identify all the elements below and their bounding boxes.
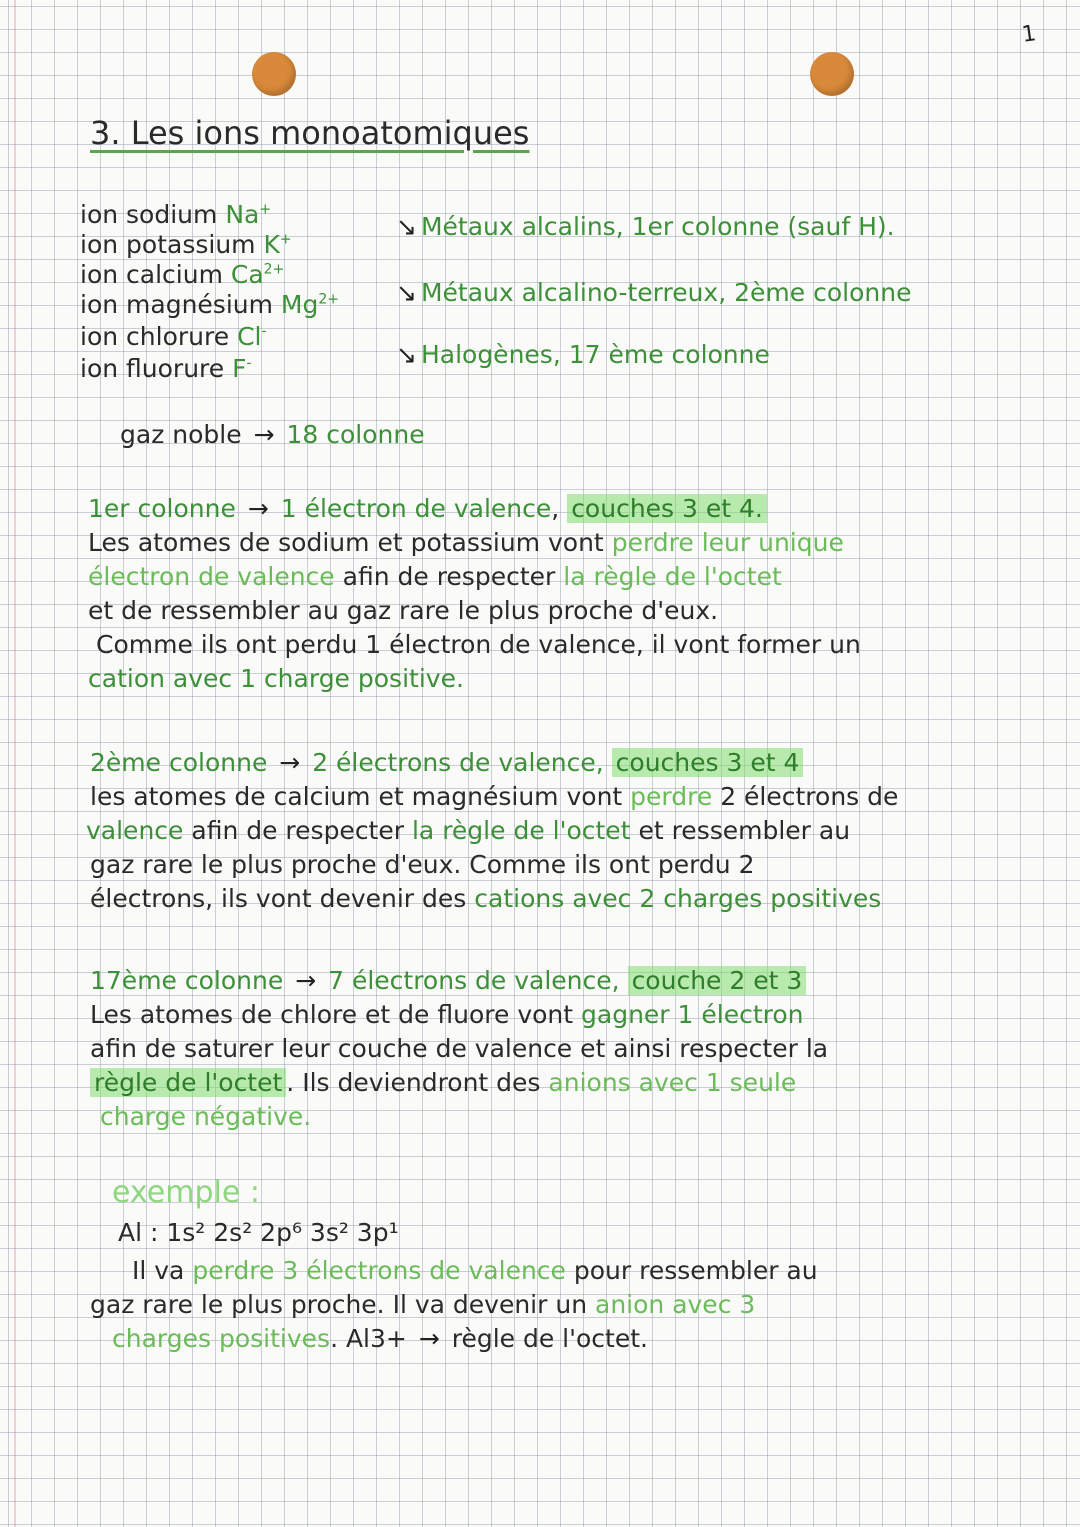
arrow-icon: → bbox=[253, 420, 275, 449]
page-number: 1 bbox=[1020, 21, 1038, 48]
arrow-icon: → bbox=[418, 1324, 440, 1353]
punch-hole-right bbox=[810, 52, 854, 96]
para2-line: valence afin de respecter la règle de l'octet et ressembler au bbox=[86, 816, 851, 845]
para1-line: et de ressembler au gaz rare le plus proche d'eux. bbox=[88, 596, 719, 625]
ion-charge: 2+ bbox=[263, 261, 285, 278]
example-line: charges positives. Al3+ → règle de l'octet. bbox=[112, 1324, 648, 1353]
arrow-icon: ↘ bbox=[396, 340, 417, 369]
para2-line: électrons, ils vont devenir des cations avec 2 charges positives bbox=[90, 884, 882, 913]
para3-lead: 17ème colonne → 7 électrons de valence, couche 2 et 3 bbox=[90, 966, 806, 996]
ion-label: ion magnésium bbox=[80, 290, 273, 319]
ion-row-fluorure bbox=[80, 354, 252, 384]
para3-line: Les atomes de chlore et de fluore vont gagner 1 électron bbox=[90, 1000, 804, 1029]
group-alkaline-earth: ↘ Métaux alcalino-terreux, 2ème colonne bbox=[396, 278, 912, 307]
para1-line: cation avec 1 charge positive. bbox=[88, 664, 464, 693]
ion-label: ion calcium bbox=[80, 260, 223, 289]
ion-row-chlorure bbox=[80, 322, 267, 352]
para2-line: gaz rare le plus proche d'eux. Comme ils ont perdu 2 bbox=[90, 850, 755, 879]
ion-symbol: F bbox=[232, 354, 247, 383]
example-line: gaz rare le plus proche. Il va devenir un anion avec 3 bbox=[90, 1290, 756, 1319]
para3-line: règle de l'octet . Ils deviendront des anions avec 1 seule bbox=[90, 1068, 796, 1098]
para1-line: électron de valence afin de respecter la règle de l'octet bbox=[88, 562, 782, 591]
para3-line: charge négative. bbox=[100, 1102, 312, 1131]
para2-lead: 2ème colonne → 2 électrons de valence, couches 3 et 4 bbox=[90, 748, 803, 778]
ion-label: ion fluorure bbox=[80, 354, 225, 383]
para1-line: Les atomes de sodium et potassium vont perdre leur unique bbox=[88, 528, 844, 557]
example-heading: exemple : bbox=[112, 1175, 260, 1210]
ion-label: ion potassium bbox=[80, 230, 256, 259]
noble-gas-row bbox=[120, 420, 425, 450]
ion-row-potassium bbox=[80, 230, 292, 260]
electron-configuration: Al : 1s² 2s² 2p⁶ 3s² 3p¹ bbox=[118, 1218, 399, 1247]
group-halogens: ↘ Halogènes, 17 ème colonne bbox=[396, 340, 770, 369]
ion-symbol: K bbox=[263, 230, 280, 259]
ion-row-sodium bbox=[80, 200, 271, 230]
punch-hole-left bbox=[252, 52, 296, 96]
ion-label: ion chlorure bbox=[80, 322, 230, 351]
page-margin bbox=[14, 0, 16, 1527]
ion-charge: - bbox=[246, 355, 252, 372]
para1-line: Comme ils ont perdu 1 électron de valence, il vont former un bbox=[96, 630, 861, 659]
ion-row-calcium bbox=[80, 260, 284, 290]
noble-gas-column: 18 colonne bbox=[286, 420, 425, 449]
ion-symbol: Na bbox=[225, 200, 260, 229]
arrow-icon: → bbox=[295, 966, 317, 995]
ion-row-magnesium bbox=[80, 290, 339, 320]
ion-symbol: Mg bbox=[280, 290, 319, 319]
group-alkali: ↘ Métaux alcalins, 1er colonne (sauf H). bbox=[396, 212, 895, 241]
para2-line: les atomes de calcium et magnésium vont perdre 2 électrons de bbox=[90, 782, 899, 811]
noble-gas-label: gaz noble bbox=[120, 420, 242, 449]
para1-lead: 1er colonne → 1 électron de valence, couches 3 et 4. bbox=[88, 494, 767, 524]
ion-charge: - bbox=[261, 323, 267, 340]
ion-charge: 2+ bbox=[318, 291, 340, 308]
ion-symbol: Ca bbox=[230, 260, 264, 289]
ion-label: ion sodium bbox=[80, 200, 218, 229]
ion-symbol: Cl bbox=[237, 322, 262, 351]
arrow-icon: ↘ bbox=[396, 212, 417, 241]
ion-charge: + bbox=[259, 201, 272, 218]
ion-charge: + bbox=[279, 231, 292, 248]
page-title: 3. Les ions monoatomiques bbox=[90, 114, 530, 152]
arrow-icon: → bbox=[279, 748, 301, 777]
arrow-icon: → bbox=[247, 494, 269, 523]
arrow-icon: ↘ bbox=[396, 278, 417, 307]
example-line: Il va perdre 3 électrons de valence pour ressembler au bbox=[132, 1256, 818, 1285]
para3-line: afin de saturer leur couche de valence et ainsi respecter la bbox=[90, 1034, 829, 1063]
